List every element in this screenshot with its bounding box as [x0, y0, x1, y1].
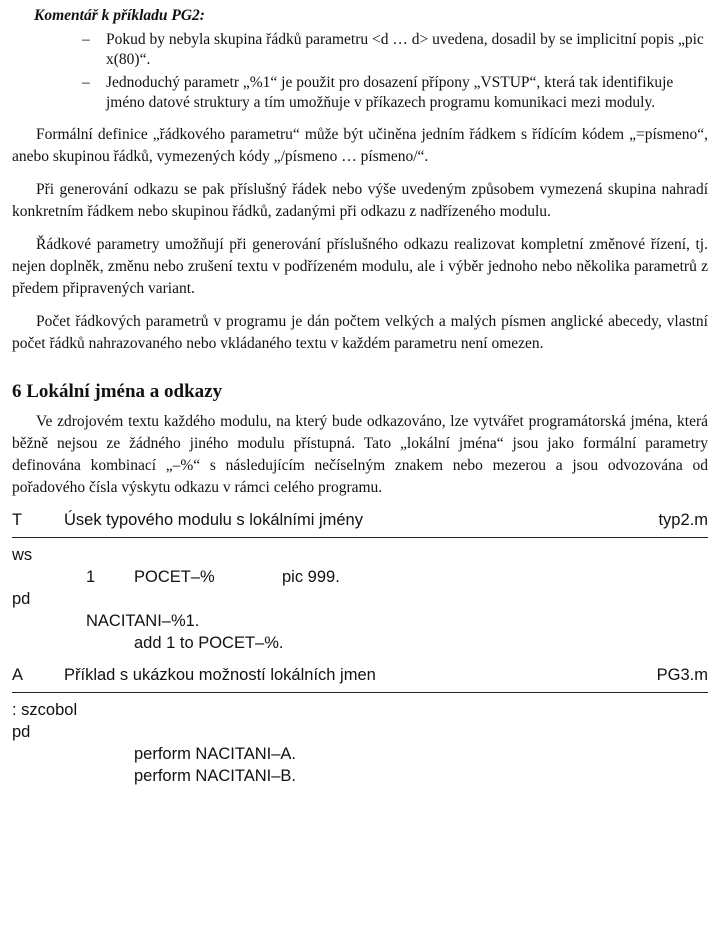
- listing-typ2: [12, 507, 708, 654]
- code-line: pd: [12, 723, 31, 741]
- comment-list: [12, 30, 708, 113]
- listing-header: [12, 507, 708, 533]
- listing-filename: typ2.m: [658, 511, 708, 529]
- document-page: [12, 6, 708, 787]
- pic-clause: pic 999.: [282, 568, 340, 586]
- paragraph: Při generování odkazu se pak příslušný řádek nebo výše uvedeným způsobem vymezená skupina nahradí konkretním řádkem nebo skupinou řádků, zadanými při odkazu z nadřízeného modulu.: [12, 181, 708, 220]
- paragraph: Řádkové parametry umožňují při generování příslušného odkazu realizovat kompletní změnové řízení, tj. nejen doplněk, změnu nebo zrušení textu v podřízeném modulu, ale i výběr jednoho nebo několika parametrů z předem připravených variant.: [12, 236, 708, 297]
- code-line: perform NACITANI–B.: [134, 767, 296, 785]
- dash-marker: –: [82, 74, 90, 91]
- section-paragraph: Ve zdrojovém textu každého modulu, na který bude odkazováno, lze vytvářet programátorská jména, která běžně nejsou ze žádného jiného modulu přístupná. Tato „lokální jména“ jsou jako formální parametry definována kombinací „–%“ s následujícím nečíselným znakem nebo mezerou a jsou odvozována od pořadového čísla výskytu odkazu v rámci celého programu.: [12, 413, 708, 496]
- code-line: [34, 566, 708, 588]
- comment-bullet: – Pokud by nebyla skupina řádků parametru <d … d> uvedena, dosadil by se implicitní popis „pic x(80)“.: [82, 31, 704, 68]
- listing-title: Úsek typového modulu s lokálními jmény: [64, 511, 363, 529]
- listing-tag: A: [12, 666, 24, 684]
- comment-bullet: – Jednoduchý parametr „%1“ je použit pro dosazení přípony „VSTUP“, která tak identifikuje jméno datové struktury a tím umožňuje v příkazech programu komunikaci mezi moduly.: [82, 74, 674, 111]
- field-name: POCET–%: [134, 568, 215, 586]
- level-number: 1: [86, 568, 96, 586]
- code-line: add 1 to POCET–%.: [134, 634, 284, 652]
- code-line: ws: [12, 546, 33, 564]
- code-line: : szcobol: [12, 701, 78, 719]
- listing-filename: PG3.m: [656, 666, 708, 684]
- code-line: perform NACITANI–A.: [134, 745, 296, 763]
- comment-title: Komentář k příkladu PG2:: [34, 7, 205, 24]
- listing-title: Příklad s ukázkou možností lokálních jmen: [64, 666, 376, 684]
- listing-pg3: [12, 662, 708, 787]
- paragraph: Formální definice „řádkového parametru“ může být učiněna jedním řádkem s řídícím kódem „=písmeno“, anebo skupinou řádků, vymezených kódy „/písmeno … písmeno/“.: [12, 126, 708, 165]
- listing-rule: [12, 537, 708, 538]
- paragraph: Počet řádkových parametrů v programu je dán počtem velkých a malých písmen anglické abecedy, vlastní počet řádků nahrazovaného nebo vkládaného textu v každém parametru není omezen.: [12, 313, 708, 352]
- listing-header: [12, 662, 708, 688]
- listing-rule: [12, 692, 708, 693]
- listing-tag: T: [12, 511, 23, 529]
- code-line: NACITANI–%1.: [86, 612, 200, 630]
- code-line: pd: [12, 590, 31, 608]
- dash-marker: –: [82, 31, 90, 48]
- section-heading: 6 Lokální jména a odkazy: [12, 381, 223, 402]
